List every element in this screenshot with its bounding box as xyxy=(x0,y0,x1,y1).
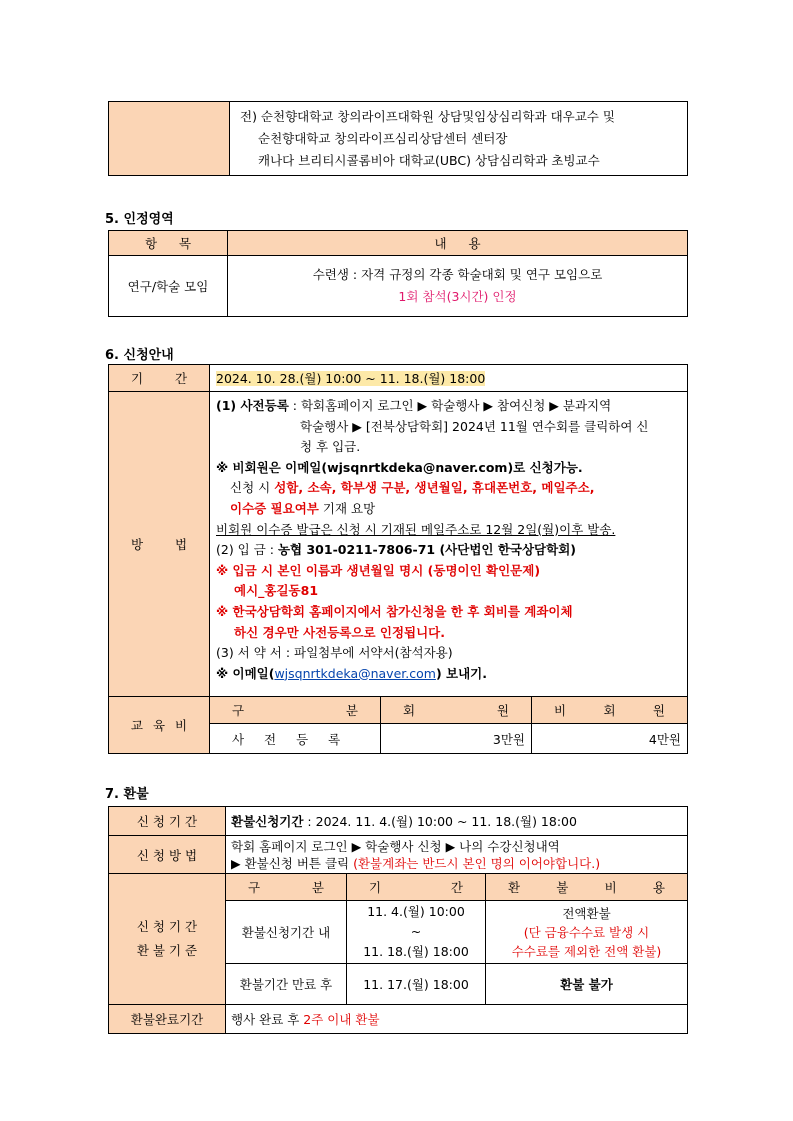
refund-header-char: 비 xyxy=(604,880,617,895)
refund-header-char: 기 xyxy=(369,880,382,895)
preregister-steps: : 학회홈페이지 로그인 ▶ 학술행사 ▶ 참여신청 ▶ 분과지역 xyxy=(288,398,612,413)
refund-method-label: 신 청 방 법 xyxy=(109,836,226,874)
certificate-note: 비회원 이수증 발급은 신청 시 기재된 메일주소로 12월 2일(월)이후 발송. xyxy=(216,521,616,537)
credit-header-content: 내 용 xyxy=(228,231,688,256)
refund-row1-fee xyxy=(486,901,688,964)
fee-header-category xyxy=(210,697,381,724)
fee-row-label: 사 전 등 록 xyxy=(210,724,381,754)
deposit-label: (2) 입 금 : xyxy=(216,542,278,558)
instructor-label-cell xyxy=(109,102,230,176)
refund-method-line-2: ▶ 환불신청 버튼 클릭 xyxy=(231,855,354,871)
refund-header-char: 간 xyxy=(450,880,463,895)
refund-row1-start: 11. 4.(월) 10:00 xyxy=(367,904,465,919)
registration-note-2: 하신 경우만 사전등록으로 인정됩니다. xyxy=(234,624,446,640)
section-5-title: 5. 인정영역 xyxy=(105,212,174,227)
credit-table xyxy=(108,230,688,317)
refund-row1-tilde: ~ xyxy=(410,924,422,939)
fee-label: 교 육 비 xyxy=(109,697,210,754)
refund-row2-fee: 환불 불가 xyxy=(486,964,688,1005)
pledge-note: (3) 서 약 서 : 파일첨부에 서약서(참석자용) xyxy=(216,645,453,661)
refund-table xyxy=(108,806,688,1034)
fee-header-char: 원 xyxy=(652,703,665,718)
credit-line-1: 수련생 : 자격 규정의 각종 학술대회 및 연구 모임으로 xyxy=(312,267,603,282)
registration-note-1: ※ 한국상담학회 홈페이지에서 참가신청을 한 후 회비를 계좌이체 xyxy=(216,603,573,619)
refund-header-fee xyxy=(486,874,688,901)
fee-header-nonmember xyxy=(532,697,688,724)
refund-account-note: (환불계좌는 반드시 본인 명의 이어야합니다.) xyxy=(353,855,601,871)
instructor-table xyxy=(108,101,688,176)
refund-row1-period xyxy=(347,901,486,964)
refund-header-char: 분 xyxy=(311,880,324,895)
apply-prefix: 신청 시 xyxy=(230,480,275,496)
period-label: 기 간 xyxy=(109,365,210,392)
method-content xyxy=(210,392,688,697)
fee-member-value: 3만원 xyxy=(381,724,532,754)
refund-row2-label: 환불기간 만료 후 xyxy=(226,964,347,1005)
refund-method-cell xyxy=(226,836,688,874)
refund-header-period xyxy=(347,874,486,901)
fee-nonmember-value: 4만원 xyxy=(532,724,688,754)
refund-period-bold: 환불신청기간 xyxy=(231,814,304,829)
fee-header-char: 원 xyxy=(496,703,509,718)
refund-row1-end: 11. 18.(월) 18:00 xyxy=(363,944,469,959)
refund-period-value: : 2024. 11. 4.(월) 10:00 ~ 11. 18.(월) 18:00 xyxy=(303,814,577,829)
deposit-note-2: 예시_홍길동81 xyxy=(234,583,319,599)
nonmember-note: ※ 비회원은 이메일(wjsqnrtkdeka@naver.com)로 신청가능. xyxy=(216,459,583,475)
deposit-account: 농협 301-0211-7806-71 (사단법인 한국상담학회) xyxy=(277,542,576,558)
apply-suffix: 기재 요망 xyxy=(318,500,376,516)
refund-header-char: 환 xyxy=(508,880,521,895)
apply-required-fields: 성함, 소속, 학부생 구분, 생년월일, 휴대폰번호, 메일주소, xyxy=(274,480,595,496)
section-6-title: 6. 신청안내 xyxy=(105,348,174,363)
criteria-label-line-2: 환 불 기 준 xyxy=(136,943,198,958)
refund-full-label: 전액환불 xyxy=(562,905,611,921)
fee-header-char: 비 xyxy=(554,703,567,718)
refund-method-line-1: 학회 홈페이지 로그인 ▶ 학술행사 신청 ▶ 나의 수강신청내역 xyxy=(231,838,560,854)
email-suffix: ) 보내기. xyxy=(435,665,487,681)
fee-header-member xyxy=(381,697,532,724)
career-line-2: 순천향대학교 창의라이프심리상담센터 센터장 xyxy=(258,130,508,146)
preregister-label: (1) 사전등록 xyxy=(216,398,289,413)
refund-header-char: 용 xyxy=(652,880,665,895)
refund-complete-prefix: 행사 완료 후 xyxy=(231,1012,304,1027)
career-line-3: 캐나다 브리티시콜롬비아 대학교(UBC) 상담심리학과 초빙교수 xyxy=(258,152,600,168)
period-value-cell xyxy=(210,365,688,392)
method-label: 방 법 xyxy=(109,392,210,697)
apply-required-cert: 이수증 필요여부 xyxy=(230,500,319,516)
refund-period-label: 신 청 기 간 xyxy=(109,807,226,836)
refund-complete-label: 환불완료기간 xyxy=(109,1005,226,1034)
refund-header-char: 구 xyxy=(248,880,261,895)
credit-header-item: 항 목 xyxy=(109,231,228,256)
refund-complete-cell xyxy=(226,1005,688,1034)
fee-header-char: 구 xyxy=(232,703,245,718)
preregister-line-2: 학술행사 ▶ [전북상담학회] 2024년 11월 연수회를 클릭하여 신 xyxy=(300,418,649,434)
fee-header-char: 회 xyxy=(603,703,616,718)
deposit-note-1: ※ 입금 시 본인 이름과 생년월일 명시 (동명이인 확인문제) xyxy=(216,562,541,578)
credit-row-content xyxy=(228,256,688,317)
period-value: 2024. 10. 28.(월) 10:00 ~ 11. 18.(월) 18:00 xyxy=(216,371,486,386)
refund-complete-deadline: 2주 이내 환불 xyxy=(303,1012,380,1027)
refund-fee-note-1: (단 금융수수료 발생 시 xyxy=(523,924,650,940)
credit-row-label: 연구/학술 모임 xyxy=(109,256,228,317)
refund-criteria-label xyxy=(109,874,226,1005)
refund-header-category xyxy=(226,874,347,901)
application-table xyxy=(108,364,688,754)
refund-fee-note-2: 수수료를 제외한 전액 환불) xyxy=(511,943,662,959)
fee-header-char: 분 xyxy=(345,703,358,718)
refund-header-char: 불 xyxy=(556,880,569,895)
criteria-label-line-1: 신 청 기 간 xyxy=(136,919,198,934)
instructor-career-cell xyxy=(230,102,688,176)
refund-row1-label: 환불신청기간 내 xyxy=(226,901,347,964)
refund-row2-period: 11. 17.(월) 18:00 xyxy=(347,964,486,1005)
email-prefix: ※ 이메일( xyxy=(216,665,275,681)
preregister-line-3: 청 후 입금. xyxy=(300,439,361,455)
email-link[interactable]: wjsqnrtkdeka@naver.com xyxy=(274,665,436,681)
section-7-title: 7. 환불 xyxy=(105,787,149,802)
credit-line-2: 1회 참석(3시간) 인정 xyxy=(398,289,517,304)
refund-period-cell xyxy=(226,807,688,836)
career-line-1: 전) 순천향대학교 창의라이프대학원 상담및임상심리학과 대우교수 및 xyxy=(240,108,615,124)
fee-header-char: 회 xyxy=(403,703,416,718)
